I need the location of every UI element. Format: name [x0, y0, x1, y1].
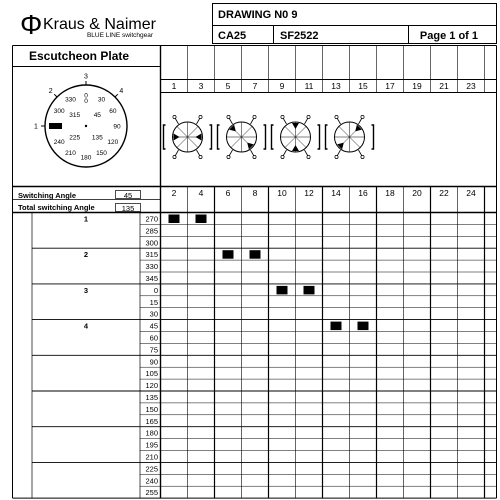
table-row [145, 369, 158, 378]
dial-angle-label: 240 [53, 138, 65, 146]
table-row [145, 262, 158, 271]
dial-position-label: 2 [48, 88, 53, 96]
angle-value: 180 [145, 428, 158, 438]
table-row [150, 334, 158, 343]
top-contact-number: 7 [252, 81, 258, 91]
table-row [150, 345, 158, 354]
table-row [150, 310, 158, 319]
contact-deck [272, 115, 320, 158]
contact-deck-spoke [350, 137, 361, 148]
bottom-contact-number: 8 [252, 188, 258, 198]
position-number: 1 [83, 214, 89, 224]
top-contact-number: 11 [304, 81, 314, 91]
closed-contact-mark [304, 286, 315, 295]
closed-contact-mark [223, 250, 234, 259]
bottom-contact-number: 6 [225, 188, 231, 198]
dial-angle-label: 30 [97, 96, 106, 104]
model-label: CA25 [218, 30, 247, 42]
position-number: 4 [83, 321, 89, 331]
logo [20, 9, 157, 40]
closed-contact-mark [358, 322, 369, 331]
contact-deck-spoke [285, 126, 296, 137]
deck-bracket-left [326, 125, 328, 149]
table-row [145, 274, 158, 283]
top-contact-number: 3 [198, 81, 204, 91]
terminal-post [199, 155, 202, 158]
cam-arrow [292, 145, 299, 151]
cam-arrow [292, 123, 299, 129]
angle-value: 300 [145, 238, 158, 248]
angle-value: 135 [145, 393, 158, 402]
dial-angle-label: 120 [107, 138, 119, 146]
cam-arrow [196, 134, 202, 141]
table-row [84, 250, 261, 259]
top-contact-number: 9 [279, 81, 285, 91]
cam-arrow [174, 134, 180, 141]
table-row [145, 393, 158, 402]
deck-bracket-left [272, 125, 274, 149]
dial-mid-angle-label: 45 [93, 111, 101, 119]
dial-position-tick [54, 94, 57, 97]
terminal-post [335, 155, 338, 158]
contact-deck-spoke [177, 126, 188, 137]
closed-contact-mark [169, 215, 180, 224]
top-contact-number: 23 [466, 81, 476, 91]
contact-deck [326, 115, 374, 158]
contact-deck [218, 115, 266, 158]
top-contact-number: 17 [385, 81, 395, 91]
position-number: 3 [83, 285, 89, 295]
contact-deck-spoke [285, 137, 296, 148]
dial-mid-angle-label: 315 [69, 111, 81, 119]
terminal-post [335, 115, 338, 118]
bottom-contact-number: 10 [277, 188, 287, 198]
page-label: Page 1 of 1 [419, 30, 478, 42]
bottom-contact-number: 22 [439, 188, 449, 198]
angle-value: 315 [145, 250, 158, 260]
terminal-post [227, 115, 230, 118]
terminal-post [173, 115, 176, 118]
angle-value: 270 [145, 214, 158, 224]
contact-deck [164, 115, 212, 158]
terminal-post [307, 155, 310, 158]
switching-angle-label: Switching Angle [18, 191, 77, 200]
angle-value: 150 [145, 404, 158, 414]
dial-mid-angle-label: 135 [91, 134, 103, 142]
dial-angle-label: 0 [84, 98, 88, 105]
deck-bracket-left [218, 125, 220, 149]
terminal-post [361, 115, 364, 118]
dial-angle-label: 330 [65, 96, 76, 104]
top-contact-number: 13 [331, 81, 341, 91]
contact-deck-spoke [296, 126, 307, 137]
closed-contact-mark [277, 286, 288, 295]
bottom-contact-number: 24 [466, 188, 476, 198]
terminal-post [199, 115, 202, 118]
bottom-contact-number: 16 [358, 188, 368, 198]
angle-value: 225 [145, 464, 158, 474]
bottom-contact-number: 2 [171, 188, 177, 198]
bottom-contact-number: 4 [198, 188, 204, 198]
top-contact-number: 19 [412, 81, 422, 91]
drawing-label: DRAWING N0 9 [218, 9, 298, 21]
bottom-contact-number: 20 [412, 188, 422, 198]
table-row [145, 226, 158, 235]
escutcheon-title: Escutcheon Plate [29, 49, 130, 63]
angle-value: 330 [145, 262, 158, 272]
table-row [145, 464, 158, 473]
angle-value: 75 [149, 345, 158, 355]
bottom-contact-number: 14 [331, 188, 341, 198]
dial-center [85, 125, 87, 127]
table-row [145, 238, 158, 247]
angle-value: 210 [145, 452, 158, 462]
dial-angle-label: 210 [65, 150, 76, 158]
dial-pointer-label: 270 [50, 124, 61, 131]
angle-value: 0 [153, 285, 158, 295]
brand-tagline: BLUE LINE switchgear [86, 32, 154, 39]
contact-deck-spoke [242, 126, 253, 137]
dial-angle-label: 90 [113, 123, 121, 131]
contact-diagram [164, 81, 476, 198]
deck-bracket-right [264, 125, 266, 149]
terminal-post [281, 155, 284, 158]
deck-bracket-right [210, 125, 212, 149]
table-row [150, 298, 158, 307]
angle-value: 195 [145, 440, 158, 450]
terminal-post [281, 115, 284, 118]
terminal-post [307, 115, 310, 118]
angle-value: 15 [149, 297, 158, 307]
table-row [84, 322, 369, 331]
deck-bracket-right [318, 125, 320, 149]
table-row [145, 405, 158, 414]
deck-bracket-left [164, 125, 166, 149]
terminal-post [253, 115, 256, 118]
brand-name: Kraus & Naimer [43, 16, 156, 33]
closed-contact-mark [196, 215, 207, 224]
table-row [150, 357, 158, 366]
top-contact-number: 5 [225, 81, 231, 91]
switching-table [84, 215, 369, 498]
dial-angle-label: 180 [80, 154, 92, 162]
table-row [84, 286, 315, 295]
closed-contact-mark [250, 250, 261, 259]
switching-angle-value: 45 [123, 191, 133, 200]
angle-value: 30 [149, 309, 158, 319]
angle-value: 45 [149, 321, 158, 331]
table-row [145, 476, 158, 485]
table-row [84, 215, 207, 224]
top-contact-number: 15 [358, 81, 368, 91]
angle-value: 105 [145, 369, 158, 379]
contact-deck-spoke [177, 137, 188, 148]
angle-value: 165 [145, 416, 158, 426]
terminal-post [173, 155, 176, 158]
angle-value: 255 [145, 488, 158, 498]
contact-deck-spoke [188, 137, 199, 148]
table-row [145, 417, 158, 426]
table-row [145, 488, 158, 497]
contact-deck-spoke [188, 126, 199, 137]
contact-deck-spoke [231, 137, 242, 148]
angle-value: 240 [145, 476, 158, 486]
dial-mid-angle-label: 225 [69, 134, 81, 142]
dial-angle-label: 0 [84, 92, 88, 100]
top-contact-number: 21 [439, 81, 449, 91]
dial-position-label: 1 [34, 123, 38, 131]
top-contact-number: 1 [171, 81, 177, 91]
table-row [145, 429, 158, 438]
code-label: SF2522 [280, 30, 319, 42]
dial-angle-label: 60 [109, 107, 117, 115]
dial-angle-label: 150 [96, 150, 107, 158]
terminal-post [361, 155, 364, 158]
total-switching-angle-label: Total switching Angle [18, 203, 95, 212]
terminal-post [227, 155, 230, 158]
contact-deck-spoke [339, 126, 350, 137]
deck-bracket-right [372, 125, 374, 149]
dial-position-label: 4 [119, 88, 124, 96]
angle-value: 120 [145, 381, 158, 391]
terminal-post [253, 155, 256, 158]
escutcheon-plate [34, 74, 127, 168]
bottom-contact-number: 18 [385, 188, 395, 198]
bottom-contact-number: 12 [304, 188, 314, 198]
dial-position-tick [115, 94, 118, 97]
table-row [145, 381, 158, 390]
grid-lines [13, 46, 497, 499]
dial-angle-label: 300 [53, 107, 65, 115]
closed-contact-mark [331, 322, 342, 331]
angle-value: 345 [145, 274, 158, 283]
angle-value: 60 [149, 333, 158, 343]
table-row [145, 453, 158, 462]
angle-value: 90 [149, 357, 158, 367]
angle-value: 285 [145, 226, 158, 236]
contact-deck-spoke [296, 137, 307, 148]
total-switching-angle-value: 135 [121, 204, 135, 213]
position-number: 2 [83, 250, 89, 260]
dial-position-label: 3 [84, 73, 88, 81]
table-row [145, 441, 158, 450]
logo-symbol: Φ [20, 9, 43, 40]
